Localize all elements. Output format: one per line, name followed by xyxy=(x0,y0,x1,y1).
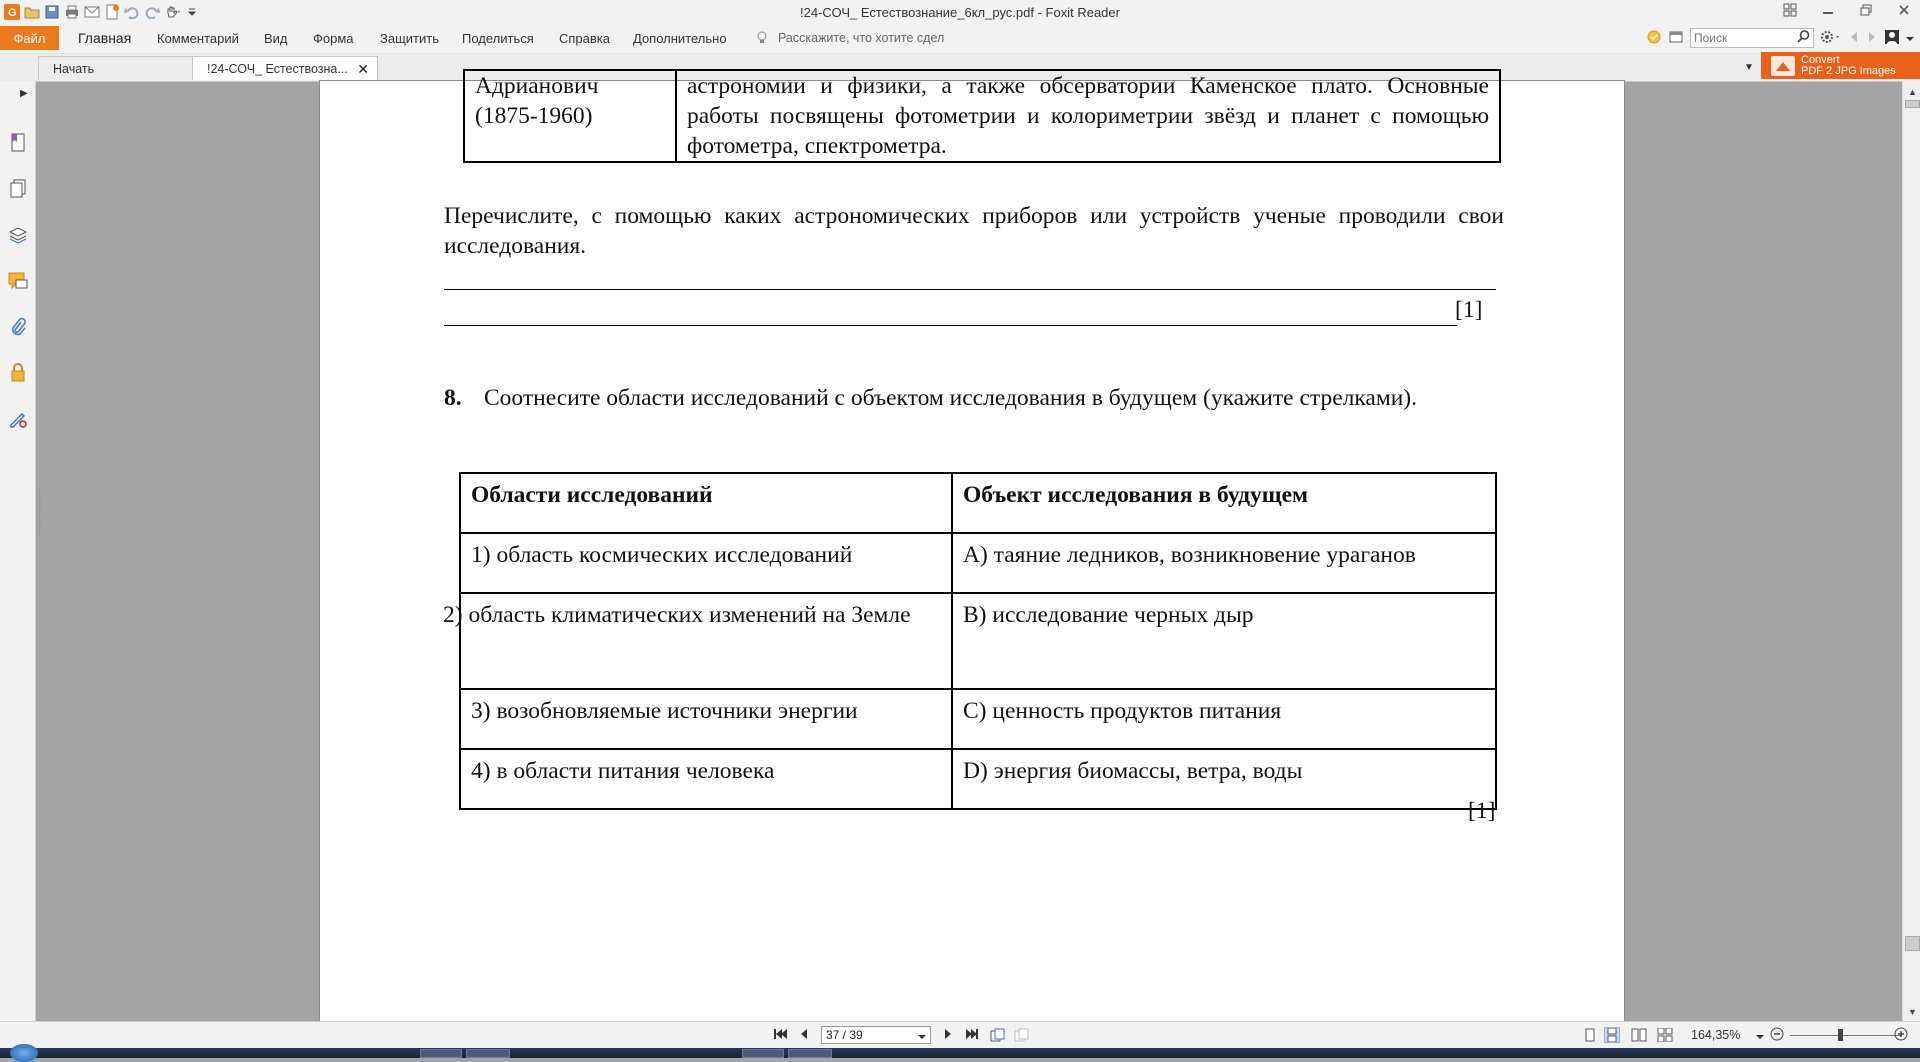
area-cell: 2) область климатических изменений на Земле xyxy=(460,593,952,689)
comments-icon[interactable] xyxy=(8,271,28,291)
ribbon-menu-icon[interactable] xyxy=(1906,31,1914,46)
pages-thumbnail-icon[interactable] xyxy=(8,179,28,199)
zoom-in-icon[interactable] xyxy=(1893,1026,1909,1045)
scientist-description-cell: астрономии и физики, а также обсерватории Каменское плато. Основные работы посвящены фотометрии и колориметрии звёзд и планет с помощью фотометра, спектрометра. xyxy=(676,70,1500,162)
matching-table xyxy=(443,472,1497,810)
search-input[interactable] xyxy=(1694,31,1790,45)
object-cell: A) таяние ледников, возникновение ураганов xyxy=(952,533,1496,593)
facing-view-icon[interactable] xyxy=(1631,1027,1647,1043)
question-7-mark: [1] xyxy=(1455,297,1483,323)
tab-help[interactable]: Справка xyxy=(559,31,610,46)
convert-line1: Convert xyxy=(1801,53,1840,66)
bookmark-icon[interactable] xyxy=(8,133,28,153)
zoom-out-icon[interactable] xyxy=(1769,1026,1785,1045)
file-tab[interactable]: Файл xyxy=(0,26,59,50)
ribbon-bar xyxy=(0,26,1920,54)
svg-text:G: G xyxy=(8,7,17,19)
os-taskbar xyxy=(0,1048,1920,1058)
table-row xyxy=(460,689,1496,749)
scroll-down-icon[interactable]: ▼ xyxy=(1908,1007,1917,1017)
question-8-text: Соотнесите области исследований с объектом исследования в будущем (укажите стрелками). xyxy=(484,385,1417,411)
question-8-number: 8. xyxy=(444,385,462,411)
table-row xyxy=(460,749,1496,809)
tab-extra[interactable]: Дополнительно xyxy=(633,31,727,46)
scientist-table xyxy=(463,69,1501,163)
scientist-years: (1875-1960) xyxy=(475,103,593,129)
answer-line-2 xyxy=(444,325,1457,326)
scrollbar-top-marker xyxy=(1905,100,1920,108)
page-number-field[interactable] xyxy=(821,1026,931,1044)
image-convert-icon xyxy=(1771,56,1795,76)
search-icon[interactable] xyxy=(1797,30,1810,46)
scientist-name: Адрианович xyxy=(475,73,599,99)
expand-panel-icon[interactable]: ▶ xyxy=(20,88,28,99)
tab-document[interactable] xyxy=(192,56,378,80)
user-account-icon[interactable] xyxy=(1884,29,1900,48)
scientist-name-cell xyxy=(464,70,676,162)
lightbulb-icon xyxy=(757,30,767,49)
area-cell: 1) область космических исследований xyxy=(460,533,952,593)
settings-gear-icon[interactable] xyxy=(1820,29,1842,48)
ribbon-right-tools xyxy=(1646,28,1920,48)
tab-label: !24-СОЧ_ Естествозна... xyxy=(207,61,348,76)
header-research-areas: Области исследований xyxy=(460,473,952,533)
layers-icon[interactable] xyxy=(8,225,28,245)
single-page-view-icon[interactable] xyxy=(1582,1027,1598,1043)
answer-line-1 xyxy=(444,289,1496,290)
object-cell: C) ценность продуктов питания xyxy=(952,689,1496,749)
next-view-icon[interactable] xyxy=(1014,1028,1030,1045)
start-button-icon[interactable] xyxy=(10,1044,38,1062)
minimize-icon[interactable] xyxy=(1820,2,1836,18)
next-page-icon[interactable] xyxy=(943,1028,953,1043)
prev-view-icon[interactable] xyxy=(1848,30,1860,47)
scroll-up-icon[interactable]: ▲ xyxy=(1908,87,1917,97)
security-lock-icon[interactable] xyxy=(8,363,28,383)
tell-me-box[interactable]: Расскажите, что хотите сдел xyxy=(778,31,945,45)
signature-icon[interactable] xyxy=(8,409,28,429)
tab-protect[interactable]: Защитить xyxy=(380,31,439,46)
skin-icon[interactable] xyxy=(1668,29,1684,48)
pdf-page xyxy=(320,73,1624,1021)
navigation-panel xyxy=(0,81,36,1021)
last-page-icon[interactable] xyxy=(965,1028,979,1043)
convert-button-label xyxy=(1801,55,1896,77)
tab-start[interactable] xyxy=(38,56,194,80)
page-number-input[interactable] xyxy=(826,1028,906,1042)
taskbar-app[interactable] xyxy=(466,1049,510,1058)
restore-icon[interactable] xyxy=(1858,2,1874,18)
question-7-text: Перечислите, с помощью каких астрономических приборов или устройств ученые проводили свои исследования. xyxy=(444,203,1504,259)
object-cell: D) энергия биомассы, ветра, воды xyxy=(952,749,1496,809)
close-tab-icon[interactable]: ✕ xyxy=(357,61,369,77)
zoom-level[interactable]: 164,35% xyxy=(1691,1028,1741,1042)
zoom-dropdown-icon[interactable] xyxy=(1756,1029,1764,1043)
zoom-slider-track[interactable] xyxy=(1790,1035,1902,1036)
taskbar-app[interactable] xyxy=(788,1049,832,1058)
title-bar xyxy=(0,0,1920,26)
zoom-slider-thumb[interactable] xyxy=(1838,1029,1843,1041)
table-row xyxy=(464,70,1500,162)
continuous-view-icon[interactable] xyxy=(1604,1027,1620,1043)
question-8-mark: [1] xyxy=(1468,798,1496,824)
taskbar-app[interactable] xyxy=(420,1049,462,1058)
previous-page-icon[interactable] xyxy=(799,1028,809,1043)
area-cell: 4) в области питания человека xyxy=(460,749,952,809)
taskbar-app[interactable] xyxy=(742,1049,784,1058)
table-row xyxy=(460,593,1496,689)
area-cell: 3) возобновляемые источники энергии xyxy=(460,689,952,749)
convert-line2: PDF 2 JPG Images xyxy=(1801,64,1896,77)
tab-list-dropdown-icon[interactable]: ▼ xyxy=(1744,62,1754,73)
close-window-icon[interactable] xyxy=(1896,2,1912,18)
status-bar xyxy=(0,1021,1920,1049)
tab-label: Начать xyxy=(53,61,95,76)
tab-share[interactable]: Поделиться xyxy=(462,31,534,46)
vertical-scrollbar[interactable] xyxy=(1902,81,1920,1021)
layout-toggle-icon[interactable] xyxy=(1782,2,1798,18)
tab-form[interactable]: Форма xyxy=(313,31,354,46)
search-box[interactable] xyxy=(1690,28,1814,48)
continuous-facing-view-icon[interactable] xyxy=(1657,1027,1673,1043)
convert-pdf-to-jpg-button[interactable] xyxy=(1761,52,1920,79)
tab-view[interactable]: Вид xyxy=(264,31,288,46)
header-future-objects: Объект исследования в будущем xyxy=(952,473,1496,533)
next-view-icon[interactable] xyxy=(1866,30,1878,47)
object-cell: B) исследование черных дыр xyxy=(952,593,1496,689)
window-controls xyxy=(1782,2,1912,18)
table-header-row xyxy=(460,473,1496,533)
table-row xyxy=(460,533,1496,593)
favorite-icon[interactable] xyxy=(1646,29,1662,48)
scrollbar-thumb[interactable] xyxy=(1905,936,1920,951)
first-page-icon[interactable] xyxy=(773,1028,787,1043)
panel-resize-grip[interactable] xyxy=(38,490,41,534)
tab-home[interactable]: Главная xyxy=(78,30,132,46)
previous-view-icon[interactable] xyxy=(990,1028,1006,1045)
tab-comment[interactable]: Комментарий xyxy=(157,31,239,46)
page-dropdown-icon[interactable] xyxy=(918,1028,926,1043)
attachments-icon[interactable] xyxy=(8,317,28,337)
window-title: !24-СОЧ_ Естествознание_6кл_рус.pdf - Foxit Reader xyxy=(800,5,1120,20)
